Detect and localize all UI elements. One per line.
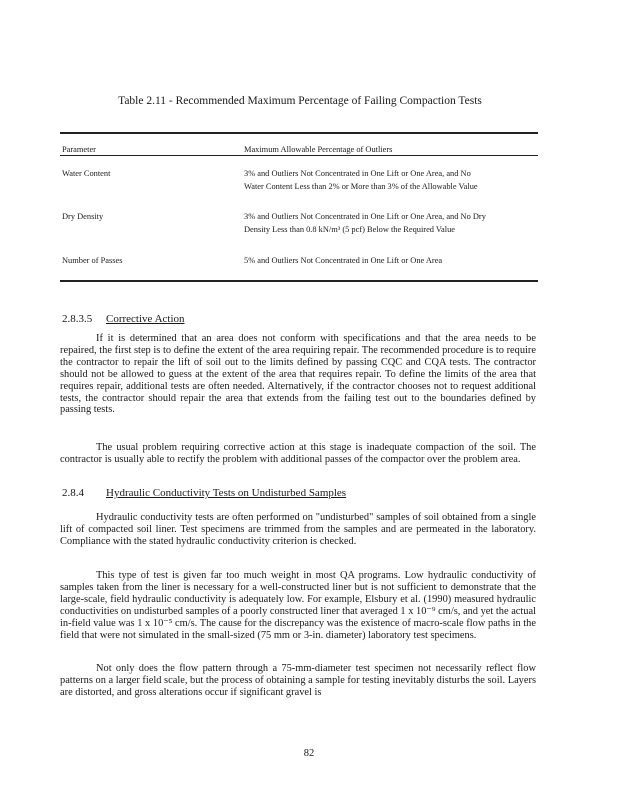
table-title: Table 2.11 - Recommended Maximum Percentage of Failing Compaction Tests [118, 95, 482, 107]
section-heading-hydraulic-conductivity [62, 487, 346, 499]
body-paragraph: The usual problem requiring corrective action at this stage is inadequate compaction of the soil. The contractor is usually able to rectify the problem with additional passes of the compactor over the problem area. [60, 442, 536, 465]
section-number: 2.8.4 [62, 487, 84, 499]
table-header-rule [60, 155, 538, 156]
body-paragraph: If it is determined that an area does not conform with specifications and that the area needs to be repaired, the first step is to define the extent of the area requiring repair. The recommended procedure is to require the contractor to repair the lift of soil out to the limits defined by passing CQC and CQA tests. The contractor should not be allowed to guess at the extent of the area that requires repair. To define the limits of the area that requires repair, additional tests are often needed. Alternatively, if the contractor chooses not to request additional tests, the contractor should repair the area that extends from the failing test out to the boundaries defined by passing tests. [60, 333, 536, 416]
table-header-parameter: Parameter [62, 145, 96, 154]
table-top-rule [60, 132, 538, 134]
table-row-parameter: Water Content [62, 169, 111, 178]
table-row-parameter: Number of Passes [62, 256, 123, 265]
table-row-value: 3% and Outliers Not Concentrated in One Lift or One Area, and No Water Content Less than 2% or More than 3% of the Allowable Value [244, 169, 478, 191]
table-bottom-rule [60, 280, 538, 282]
section-title: Corrective Action [106, 313, 185, 325]
table-row-value: 3% and Outliers Not Concentrated in One Lift or One Area, and No Dry Density Less than 0.8 kN/m³ (5 pcf) Below the Required Value [244, 212, 486, 234]
section-title: Hydraulic Conductivity Tests on Undisturbed Samples [106, 487, 347, 499]
section-number: 2.8.3.5 [62, 313, 93, 325]
table-row-value: 5% and Outliers Not Concentrated in One Lift or One Area [244, 256, 443, 265]
section-heading-corrective-action [62, 313, 185, 325]
body-paragraph: Not only does the flow pattern through a 75-mm-diameter test specimen not necessarily reflect flow patterns on a larger field scale, but the process of obtaining a sample for testing inevitably disturbs the soil. Layers are distorted, and gross alterations occur if significant gravel is [60, 663, 536, 698]
table-row-parameter: Dry Density [62, 212, 104, 221]
table-header-value: Maximum Allowable Percentage of Outliers [244, 145, 393, 154]
body-paragraph: Hydraulic conductivity tests are often performed on "undisturbed" samples of soil obtained from a single lift of compacted soil liner. Test specimens are trimmed from the samples and are permeated in the laboratory. Compliance with the stated hydraulic conductivity criterion is checked. [60, 512, 536, 547]
page-number: 82 [303, 748, 315, 759]
body-paragraph: This type of test is given far too much weight in most QA programs. Low hydraulic conductivity of samples taken from the liner is necessary for a well-constructed liner but is not sufficient to demonstrate that the large-scale, field hydraulic conductivity is adequately low. For example, Elsbury et al. (1990) measured hydraulic conductivities on undisturbed samples of a poorly constructed liner that averaged 1 x 10⁻⁹ cm/s, and yet the actual in-field value was 1 x 10⁻⁵ cm/s. The cause for the discrepancy was the existence of macro-scale flow paths in the field that were not simulated in the small-sized (75 mm or 3-in. diameter) laboratory test specimens. [60, 570, 536, 641]
